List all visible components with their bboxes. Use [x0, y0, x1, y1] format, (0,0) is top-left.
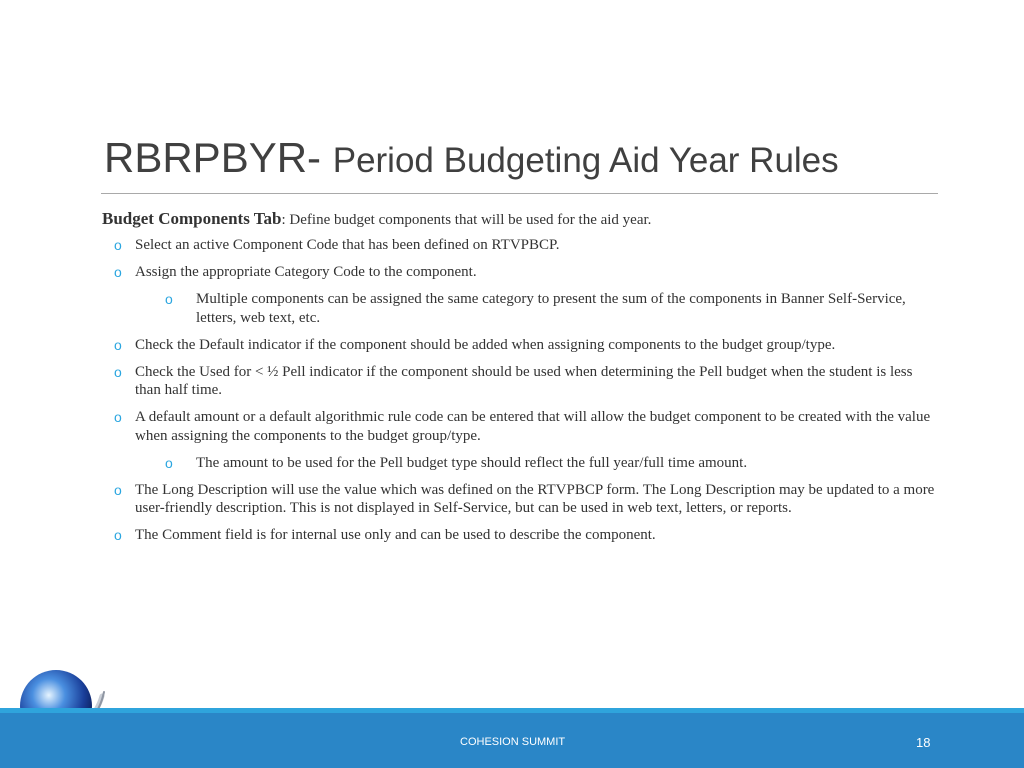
- bullet-icon: o: [114, 264, 122, 280]
- sub-list-item: [102, 290, 942, 327]
- list-item-text: The Long Description will use the value which was defined on the RTVPBCP form. The Long Description may be updated to a more user-friendly description. This is not displayed in Self-Service, but can be used in web text, letters, or reports.: [135, 481, 935, 516]
- list-item: [102, 526, 942, 545]
- bullet-icon: o: [114, 363, 122, 380]
- list-item: [102, 481, 942, 518]
- list-item-text: A default amount or a default algorithmic rule code can be entered that will allow the budget component to be created with the value when assigning the components to the budget group/type.: [135, 409, 931, 444]
- page-number: 18: [916, 735, 931, 750]
- list-item-text: Assign the appropriate Category Code to the component.: [135, 264, 477, 280]
- bullet-icon: o: [114, 527, 122, 543]
- list-item: [102, 408, 942, 445]
- footer-label: COHESION SUMMIT: [460, 736, 566, 748]
- intro-text: : Define budget components that will be used for the aid year.: [281, 212, 652, 228]
- bullet-icon: o: [114, 336, 122, 353]
- slide-title: [104, 128, 839, 191]
- title-divider: [101, 193, 938, 194]
- sub-list-item: [102, 454, 942, 473]
- list-item-text: Check the Default indicator if the component should be added when assigning components to the budget group/type.: [135, 336, 836, 353]
- footer-stripe: [0, 708, 1024, 713]
- list-item: [102, 363, 942, 400]
- bullet-icon: o: [114, 237, 122, 253]
- list-item-text: The Comment field is for internal use only and can be used to describe the component.: [135, 527, 656, 543]
- bullet-icon: o: [114, 481, 122, 498]
- bullet-icon: o: [165, 454, 173, 471]
- list-item-text: The amount to be used for the Pell budget type should reflect the full year/full time amount.: [196, 454, 748, 471]
- bullet-icon: o: [165, 291, 173, 307]
- bullet-list: [102, 236, 942, 545]
- bullet-icon: o: [114, 409, 122, 425]
- list-item-text: Select an active Component Code that has been defined on RTVPBCP.: [135, 237, 560, 253]
- list-item: [102, 236, 942, 255]
- list-item: [102, 336, 942, 355]
- list-item-text: Check the Used for < ½ Pell indicator if the component should be used when determining the Pell budget when the student is less than half time.: [135, 363, 913, 398]
- slide-content: [102, 210, 942, 553]
- title-main: RBRPBYR-: [104, 134, 322, 181]
- intro-line: [102, 210, 942, 229]
- intro-label: Budget Components Tab: [102, 209, 282, 228]
- list-item-text: Multiple components can be assigned the same category to present the sum of the components in Banner Self-Service, letters, web text, etc.: [196, 291, 906, 326]
- list-item: [102, 263, 942, 282]
- title-subtitle: Period Budgeting Aid Year Rules: [332, 141, 839, 180]
